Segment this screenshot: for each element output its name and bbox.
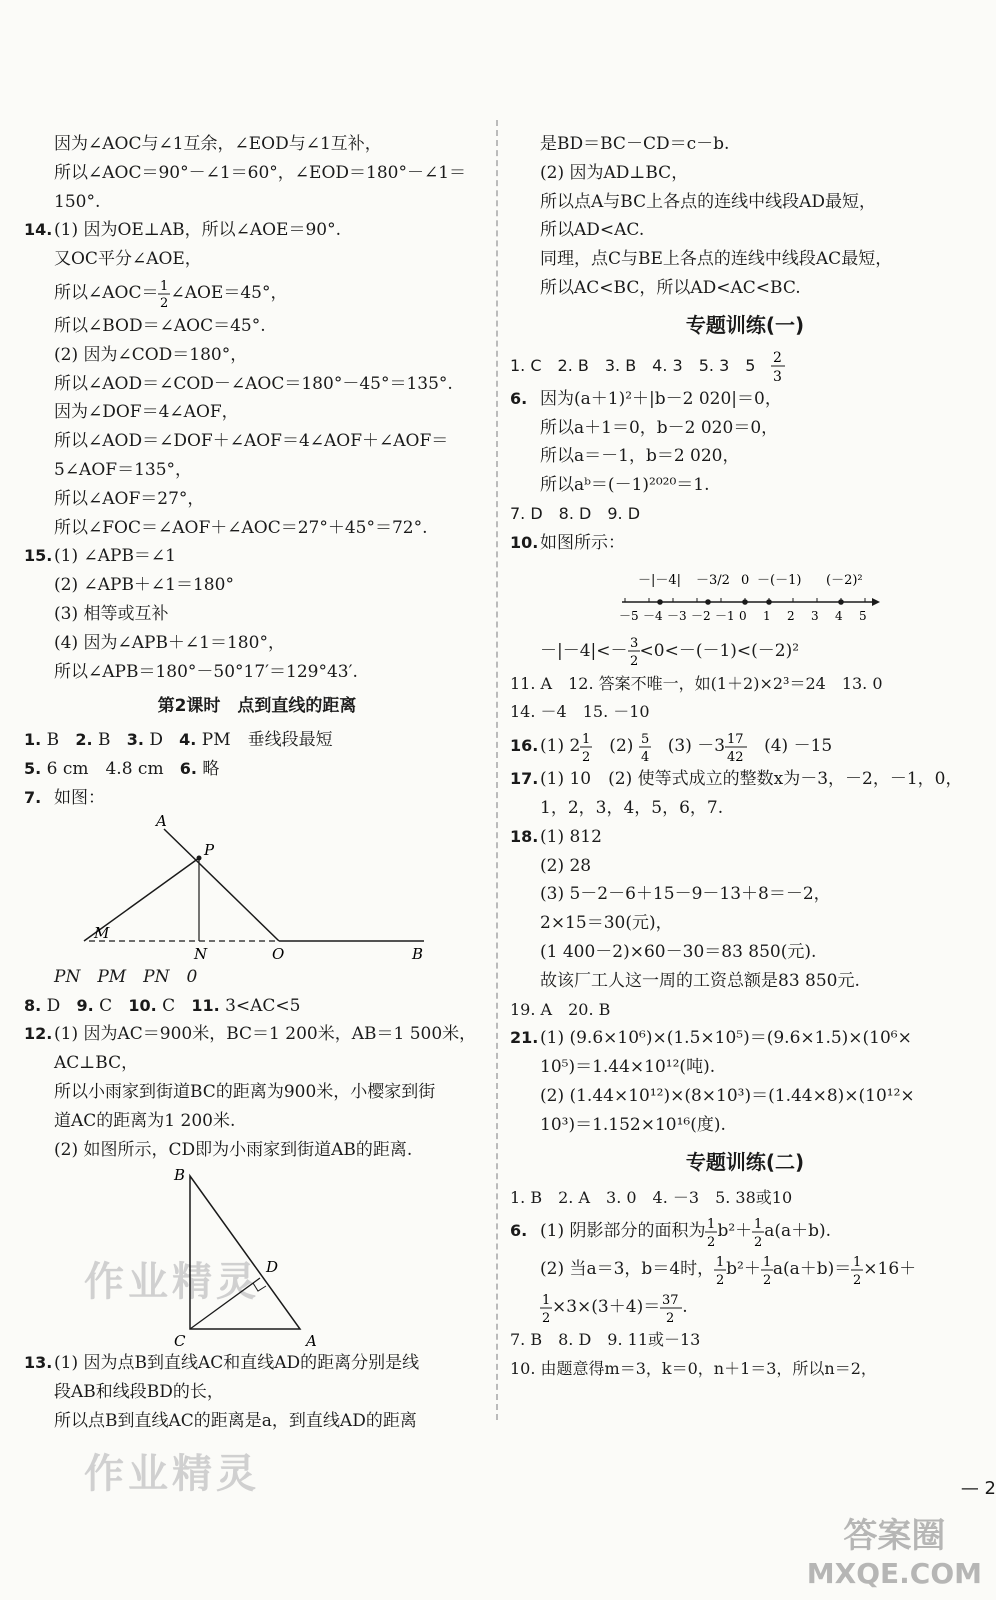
answer: 略 bbox=[202, 759, 220, 780]
svg-text:2: 2 bbox=[716, 1272, 725, 1286]
fraction bbox=[714, 1254, 726, 1286]
text-line: 所以∠AOC＝90°－∠1＝60°，∠EOD＝180°－∠1＝ bbox=[54, 162, 467, 183]
text-line: 10⁵)＝1.44×10¹²(吨). bbox=[540, 1057, 716, 1078]
answers-7-9: 7. D 8. D 9. D bbox=[510, 503, 641, 523]
question-18 bbox=[510, 823, 980, 852]
text-line: 所以a＋1＝0，b－2 020＝0， bbox=[540, 417, 779, 438]
question-number: 7. bbox=[24, 787, 42, 807]
text-line: (2) 如图所示，CD即为小雨家到街道AB的距离. bbox=[54, 1139, 413, 1160]
geometry-diagram bbox=[24, 813, 464, 963]
text-line: (4) 因为∠APB＋∠1＝180°， bbox=[54, 632, 285, 653]
watermark-text: 作业精灵 bbox=[84, 1259, 260, 1306]
q10-answer: －|－4|<－ 3 2 <0<－(－1)<(－2)² bbox=[540, 636, 800, 668]
fraction bbox=[851, 1254, 863, 1286]
text-line: AC⊥BC， bbox=[54, 1053, 139, 1074]
question-number: 4. bbox=[179, 730, 197, 750]
fraction-half bbox=[158, 278, 170, 308]
answer: PM 垂线段最短 bbox=[201, 730, 333, 751]
svg-text:5: 5 bbox=[640, 731, 650, 747]
fraction bbox=[725, 731, 747, 763]
watermark-logo: 答案圈 bbox=[843, 1516, 946, 1556]
text-line: (2) 当a＝3，b＝4时， 1 2 b²＋ 1 2 a(a＋b)＝ 1 2 ×16＋ bbox=[540, 1254, 917, 1286]
text-line: (1) (9.6×10⁶)×(1.5×10⁵)＝(9.6×1.5)×(10⁶× bbox=[540, 1028, 912, 1049]
text-line: (1) 10 (2) 使等式成立的整数x为－3，－2，－1，0， bbox=[540, 769, 963, 790]
question-17 bbox=[510, 765, 980, 794]
tick-label: －5 bbox=[619, 608, 639, 623]
text-line: 所以点A与BC上各点的连线中线段AD最短， bbox=[540, 191, 876, 212]
text-line: 所以AD<AC. bbox=[540, 220, 645, 241]
svg-text:37: 37 bbox=[662, 1292, 679, 1308]
svg-text:42: 42 bbox=[727, 749, 744, 763]
fraction bbox=[580, 731, 592, 763]
text-line: 因为(a＋1)²＋|b－2 020|＝0， bbox=[540, 388, 782, 409]
answer: 6 cm 4.8 cm bbox=[46, 759, 164, 780]
answer: C bbox=[162, 995, 176, 1016]
tick-label: 0 bbox=[739, 608, 747, 623]
label-a: A bbox=[306, 1332, 317, 1350]
svg-text:1: 1 bbox=[160, 279, 169, 295]
svg-text:1: 1 bbox=[754, 1216, 763, 1232]
question-number: 15. bbox=[24, 546, 53, 566]
question-number: 8. bbox=[24, 995, 42, 1015]
svg-text:1: 1 bbox=[716, 1254, 725, 1270]
question-number: 10. bbox=[510, 532, 539, 552]
label-c: C bbox=[174, 1332, 186, 1350]
question-number: 5. bbox=[24, 759, 42, 779]
question-16: 16.(1) 2 1 2 (2) 5 4 (3) －3 17 42 (4) －15 bbox=[510, 727, 980, 765]
question-number: 6. bbox=[510, 388, 528, 408]
answers-1-4 bbox=[24, 726, 490, 755]
text-line: 故该厂工人这一周的工资总额是83 850元. bbox=[540, 970, 860, 991]
label-d: D bbox=[266, 1258, 279, 1277]
answers-5-6 bbox=[24, 755, 490, 784]
svg-text:17: 17 bbox=[727, 731, 744, 747]
point-label: (－2)² bbox=[826, 572, 863, 588]
question-13 bbox=[24, 1349, 490, 1378]
label-a: A bbox=[156, 812, 167, 830]
text-line: 1，2，3，4，5，6，7. bbox=[540, 797, 724, 818]
svg-text:2: 2 bbox=[582, 749, 591, 763]
tick-label: －3 bbox=[667, 608, 687, 623]
point-label: －3/2 bbox=[696, 572, 730, 588]
text-line: (1 400－2)×60－30＝83 850(元). bbox=[540, 941, 817, 962]
figure-q12 bbox=[24, 1164, 490, 1349]
svg-text:3: 3 bbox=[629, 636, 638, 652]
left-column bbox=[24, 130, 490, 1496]
text-line: 所以∠AOD＝∠COD－∠AOC＝180°－45°＝135°. bbox=[54, 373, 453, 394]
text-line: 段AB和线段BD的长， bbox=[54, 1382, 224, 1403]
text-line: 所以∠BOD＝∠AOC＝45°. bbox=[54, 315, 266, 336]
fraction bbox=[540, 1292, 552, 1324]
question-10 bbox=[510, 529, 980, 558]
answer: D bbox=[149, 730, 163, 751]
number-line-figure bbox=[510, 558, 980, 632]
svg-text:1: 1 bbox=[853, 1254, 862, 1270]
question-number: 14. bbox=[24, 220, 53, 240]
section-title: 专题训练(二) bbox=[685, 1149, 805, 1174]
fraction bbox=[705, 1216, 717, 1248]
svg-text:2: 2 bbox=[707, 1234, 716, 1248]
text-line: 因为∠AOC与∠1互余，∠EOD与∠1互补， bbox=[54, 134, 382, 154]
fraction bbox=[660, 1292, 682, 1324]
question-12 bbox=[24, 1020, 490, 1049]
answers-7-9: 7. B 8. D 9. 11或－13 bbox=[510, 1330, 701, 1350]
text-line: (1) 因为OE⊥AB，所以∠AOE＝90°. bbox=[54, 220, 341, 241]
text-line: 所以∠AOD＝∠DOF＋∠AOF＝4∠AOF＋∠AOF＝ bbox=[54, 431, 449, 452]
text-line: 所以AC<BC，所以AD<AC<BC. bbox=[540, 277, 801, 298]
svg-text:3: 3 bbox=[773, 369, 783, 384]
text-line: 150°. bbox=[54, 191, 101, 212]
text-line: (2) 28 bbox=[540, 855, 592, 876]
text-line: 10³)＝1.152×10¹⁶(度). bbox=[540, 1114, 726, 1135]
text-line: 所以∠AOC＝ 1 2 ∠AOE＝45°， bbox=[24, 274, 490, 312]
tick-label: －1 bbox=[715, 608, 735, 623]
text-line: 所以a＝－1，b＝2 020， bbox=[540, 446, 740, 467]
text-line: 如图所示： bbox=[540, 532, 625, 553]
question-number: 21. bbox=[510, 1028, 539, 1048]
text-line: 因为∠DOF＝4∠AOF， bbox=[54, 402, 239, 423]
figure-q7 bbox=[24, 813, 490, 963]
answers-19-20: 19. A 20. B bbox=[510, 999, 611, 1019]
svg-text:2: 2 bbox=[160, 296, 169, 309]
text-line: (2) ∠APB＋∠1＝180° bbox=[54, 575, 234, 596]
answer: C bbox=[99, 995, 113, 1016]
question-number: 6. bbox=[179, 759, 198, 779]
question-number: 1. bbox=[24, 730, 42, 750]
question-21 bbox=[510, 1024, 980, 1053]
answer: B bbox=[97, 730, 111, 751]
lesson-title: 第2课时 点到直线的距离 bbox=[157, 696, 357, 717]
question-number: 10. bbox=[128, 995, 157, 1015]
text-line: 所以∠FOC＝∠AOF＋∠AOC＝27°＋45°＝72°. bbox=[54, 517, 428, 538]
answer: D bbox=[46, 995, 61, 1016]
question-number: 13. bbox=[24, 1353, 53, 1373]
answers-1-5: 1. B 2. A 3. 0 4. －3 5. 38或10 bbox=[510, 1187, 793, 1207]
tick-label: 2 bbox=[787, 608, 795, 623]
label-p: P bbox=[204, 840, 215, 859]
answers-1-5: 1. C 2. B 3. B 4. 3 5. 3 5 2 3 bbox=[510, 347, 980, 385]
fraction-three-halves bbox=[628, 635, 640, 667]
label-n: N bbox=[194, 944, 208, 963]
text-line: 道AC的距离为1 200米. bbox=[54, 1110, 236, 1131]
answers-14-15: 14. －4 15. －10 bbox=[510, 702, 650, 722]
tick-label: 3 bbox=[811, 608, 819, 623]
answers-11-13: 11. A 12. 答案不唯一，如(1＋2)×2³＝24 13. 0 bbox=[510, 673, 883, 693]
answer: 3<AC<5 bbox=[225, 995, 301, 1016]
svg-text:2: 2 bbox=[629, 654, 638, 668]
right-column bbox=[510, 130, 980, 1384]
fraction bbox=[752, 1216, 764, 1248]
tick-label: －4 bbox=[643, 608, 663, 623]
question-14 bbox=[24, 216, 490, 245]
text-line: (1) 因为AC＝900米，BC＝1 200米，AB＝1 500米， bbox=[54, 1024, 477, 1045]
point-label: －(－1) bbox=[757, 572, 802, 588]
label-o: O bbox=[272, 944, 285, 963]
q7-answer: PN PM PN 0 bbox=[54, 966, 198, 987]
tick-label: 1 bbox=[763, 608, 771, 623]
text-line: 1 2 ×3×(3＋4)＝ 37 2 . bbox=[542, 1292, 688, 1324]
question-10: 10. 由题意得m＝3，k＝0，n＋1＝3，所以n＝2， bbox=[510, 1359, 877, 1379]
label-m: M bbox=[94, 923, 110, 942]
svg-text:1: 1 bbox=[582, 731, 591, 747]
question-number: 18. bbox=[510, 826, 539, 846]
fraction-two-thirds bbox=[771, 349, 785, 383]
text-line: 所以∠AOF＝27°， bbox=[54, 488, 205, 509]
question-number: 11. bbox=[191, 995, 220, 1015]
watermark-url: MXQE.COM bbox=[806, 1557, 982, 1590]
question-number: 6. bbox=[510, 1221, 528, 1241]
question-number: 9. bbox=[76, 995, 94, 1015]
watermark-text: 作业精灵 bbox=[84, 1450, 260, 1497]
tick-label: 4 bbox=[835, 608, 843, 623]
question-number: 17. bbox=[510, 769, 539, 789]
text-line: (3) 5－2－6＋15－9－13＋8＝－2， bbox=[540, 884, 831, 905]
point-label: －|－4| bbox=[638, 572, 682, 588]
svg-text:2: 2 bbox=[773, 350, 783, 367]
section-title: 专题训练(一) bbox=[685, 312, 805, 337]
number-line bbox=[510, 558, 980, 632]
text-line: 如图： bbox=[54, 787, 105, 808]
question-6 bbox=[510, 385, 980, 414]
text-line: 所以aᵇ＝(－1)²⁰²⁰＝1. bbox=[540, 475, 710, 496]
question-number: 16. bbox=[510, 736, 539, 756]
svg-text:2: 2 bbox=[853, 1272, 862, 1286]
svg-text:2: 2 bbox=[762, 1272, 772, 1286]
text-line: 同理，点C与BE上各点的连线中线段AC最短， bbox=[540, 249, 893, 270]
question-6: 6. (1) 阴影部分的面积为 1 2 b²＋ 1 2 a(a＋b). bbox=[510, 1212, 980, 1250]
label-b: B bbox=[412, 944, 424, 963]
svg-text:1: 1 bbox=[707, 1216, 716, 1232]
text-line: (1) 812 bbox=[540, 826, 602, 847]
text-line: 5∠AOF＝135°， bbox=[54, 459, 193, 480]
text-line: 2×15＝30(元)， bbox=[540, 913, 673, 934]
text-line: (2) (1.44×10¹²)×(8×10³)＝(1.44×8)×(10¹²× bbox=[540, 1085, 915, 1106]
svg-text:2: 2 bbox=[542, 1310, 551, 1324]
tick-label: －2 bbox=[691, 608, 711, 623]
fraction bbox=[639, 731, 651, 763]
column-divider bbox=[496, 120, 498, 1420]
svg-text:1: 1 bbox=[762, 1254, 772, 1270]
page-number: — 2 bbox=[960, 1478, 996, 1499]
point-label: 0 bbox=[741, 572, 750, 588]
question-15 bbox=[24, 542, 490, 571]
tick-label: 5 bbox=[859, 608, 867, 623]
question-number: 12. bbox=[24, 1024, 53, 1044]
text-line: (3) 相等或互补 bbox=[54, 603, 169, 624]
svg-text:2: 2 bbox=[754, 1234, 763, 1248]
svg-text:4: 4 bbox=[640, 749, 650, 763]
question-number: 3. bbox=[126, 730, 144, 750]
answer: B bbox=[46, 730, 60, 751]
site-watermark bbox=[807, 1508, 982, 1590]
fraction bbox=[761, 1254, 773, 1286]
question-7 bbox=[24, 784, 490, 813]
text-line: (1) 因为点B到直线AC和直线AD的距离分别是线 bbox=[54, 1353, 420, 1374]
text-line: 所以∠APB＝180°－50°17′＝129°43′. bbox=[54, 661, 358, 682]
text-line: (1) ∠APB＝∠1 bbox=[54, 546, 176, 567]
text-line: 所以点B到直线AC的距离是a，到直线AD的距离 bbox=[54, 1410, 417, 1431]
text-line: 所以小雨家到街道BC的距离为900米，小樱家到街 bbox=[54, 1081, 436, 1102]
answers-8-11 bbox=[24, 992, 490, 1021]
text-line: 又OC平分∠AOE， bbox=[54, 249, 202, 270]
question-number: 2. bbox=[75, 730, 93, 750]
svg-text:2: 2 bbox=[666, 1310, 675, 1324]
svg-text:1: 1 bbox=[542, 1292, 551, 1308]
label-b: B bbox=[174, 1166, 186, 1185]
text-line: (2) 因为∠COD＝180°， bbox=[54, 344, 248, 365]
text-line: 是BD＝BC－CD＝c－b. bbox=[540, 134, 730, 154]
triangle-diagram bbox=[24, 1164, 464, 1349]
text-line: (2) 因为AD⊥BC， bbox=[540, 162, 689, 183]
